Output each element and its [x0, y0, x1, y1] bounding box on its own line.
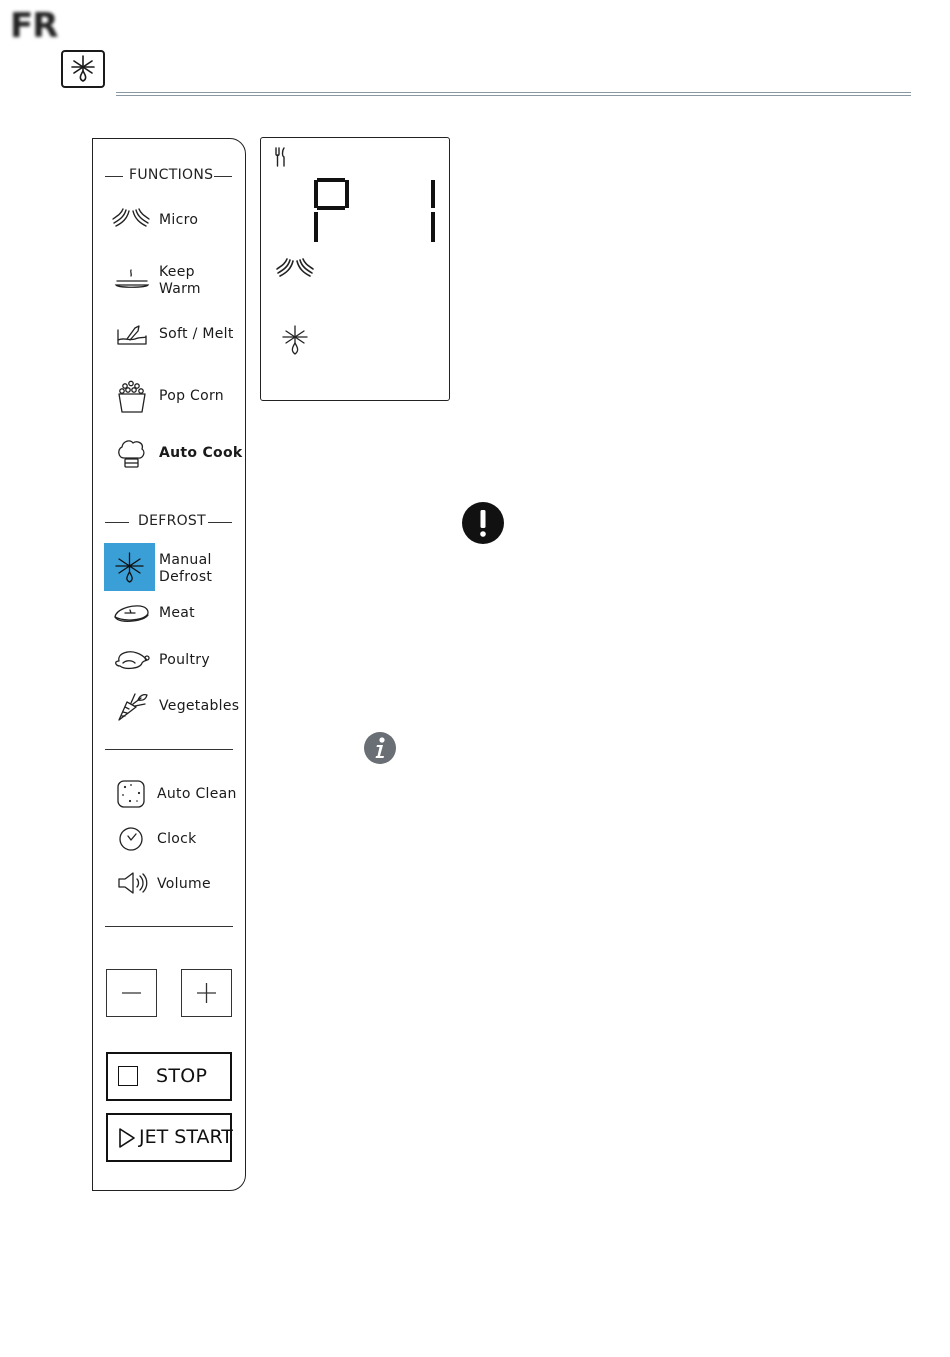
defrost-title: DEFROST: [138, 513, 206, 529]
minus-button[interactable]: [106, 969, 157, 1017]
soft-melt-icon: [115, 322, 149, 348]
defrost-icon: [63, 52, 103, 86]
function-volume[interactable]: [117, 871, 151, 895]
header-rule: [116, 92, 911, 96]
functions-title: FUNCTIONS: [129, 167, 214, 183]
info-icon: [363, 731, 397, 765]
function-auto-clean[interactable]: [116, 779, 146, 809]
function-micro-label: Micro: [159, 212, 199, 228]
function-auto-cook[interactable]: [116, 438, 146, 470]
function-clock-label: Clock: [157, 831, 197, 847]
jet-start-button[interactable]: [106, 1113, 232, 1162]
function-auto-clean-label: Auto Clean: [157, 786, 237, 802]
cutlery-icon: [273, 146, 289, 168]
language-code: FR: [10, 6, 58, 46]
jet-start-label: JET START: [139, 1126, 233, 1148]
plus-button[interactable]: [181, 969, 232, 1017]
stop-square-icon: [118, 1066, 138, 1086]
function-soft-melt[interactable]: [115, 322, 149, 348]
panel-separator-1: [105, 749, 233, 750]
functions-title-dash-right: [214, 176, 232, 177]
display-char-2: [262, 138, 263, 139]
function-meat[interactable]: [113, 602, 151, 624]
function-manual-defrost-label-2: Defrost: [159, 569, 213, 585]
volume-icon: [117, 871, 151, 895]
function-poultry[interactable]: [113, 647, 151, 673]
function-poultry-label: Poultry: [159, 652, 210, 668]
stop-button[interactable]: [106, 1052, 232, 1101]
function-pop-corn[interactable]: [116, 380, 148, 414]
stop-label: STOP: [156, 1065, 208, 1087]
display-micro-waves-icon: [275, 256, 317, 278]
meat-icon: [113, 602, 151, 624]
function-keep-warm-label-1: Keep: [159, 264, 195, 280]
play-icon: [118, 1127, 136, 1149]
function-volume-label: Volume: [157, 876, 211, 892]
function-manual-defrost[interactable]: [104, 543, 155, 591]
function-keep-warm-label-2: Warm: [159, 281, 201, 297]
function-auto-cook-label: Auto Cook: [159, 445, 243, 461]
function-meat-label: Meat: [159, 605, 195, 621]
header-defrost-box: [61, 50, 105, 88]
function-clock[interactable]: [117, 825, 145, 853]
plus-icon: [182, 970, 231, 1016]
clock-icon: [117, 825, 145, 853]
function-soft-melt-label: Soft / Melt: [159, 326, 234, 342]
defrost-title-dash-right: [208, 522, 232, 523]
vegetables-icon: [114, 690, 150, 722]
display-defrost-icon: [281, 324, 309, 358]
keep-warm-icon: [114, 266, 150, 292]
minus-icon: [107, 970, 156, 1016]
pop-corn-icon: [116, 380, 148, 414]
segment-display: [301, 174, 441, 246]
function-manual-defrost-label-1: Manual: [159, 552, 212, 568]
defrost-icon: [104, 543, 155, 591]
function-keep-warm[interactable]: [114, 266, 150, 292]
poultry-icon: [113, 647, 151, 673]
functions-title-dash-left: [105, 176, 123, 177]
function-pop-corn-label: Pop Corn: [159, 388, 224, 404]
function-vegetables[interactable]: [114, 690, 150, 722]
panel-separator-2: [105, 926, 233, 927]
function-micro[interactable]: [111, 206, 153, 228]
auto-clean-icon: [116, 779, 146, 809]
function-vegetables-label: Vegetables: [159, 698, 240, 714]
defrost-title-dash-left: [105, 522, 129, 523]
micro-waves-icon: [111, 206, 153, 228]
warning-icon: [461, 501, 505, 545]
lcd-display: [260, 137, 450, 401]
chef-hat-icon: [116, 438, 146, 470]
